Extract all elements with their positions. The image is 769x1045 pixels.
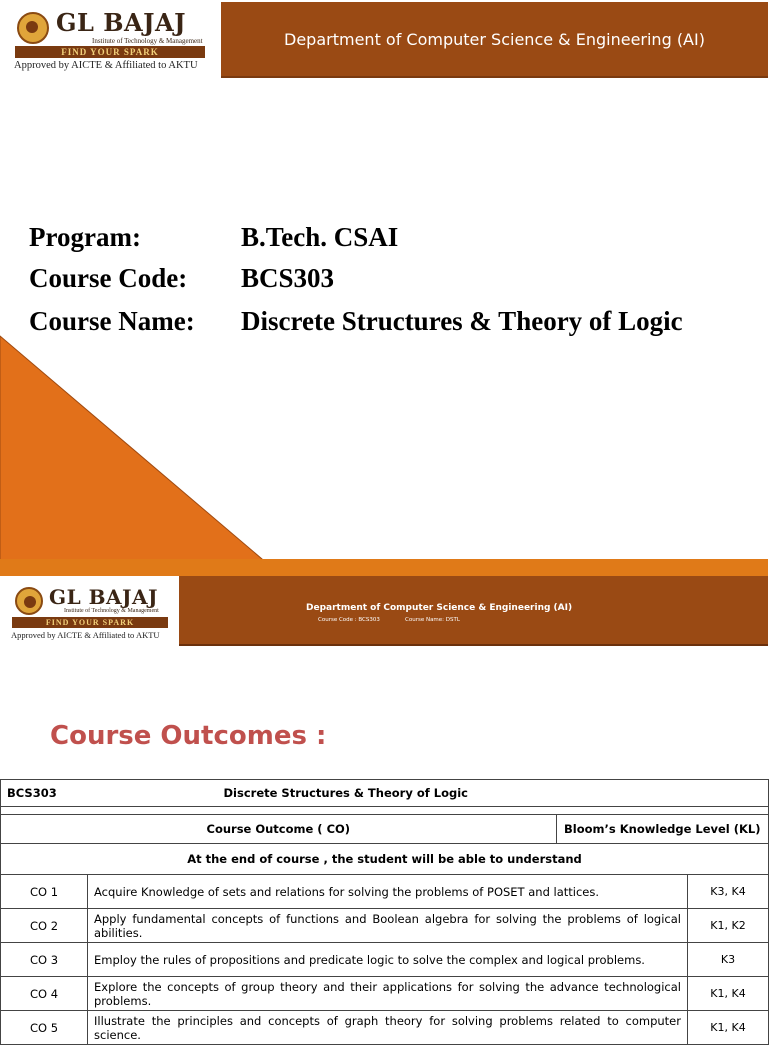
table-title-row	[1, 780, 769, 807]
co-id: CO 4	[1, 977, 88, 1011]
department-title: Department of Computer Science & Engineering (AI)	[284, 29, 705, 49]
course-code-value: BCS303	[241, 263, 335, 293]
program-value: B.Tech. CSAI	[241, 222, 399, 252]
department-title: Department of Computer Science & Engineering (AI)	[306, 603, 573, 613]
logo-tagline: FIND YOUR SPARK	[15, 46, 205, 58]
course-code-caption: Course Code : BCS303	[318, 617, 380, 623]
logo-subtitle: Institute of Technology & Management	[64, 608, 159, 614]
co-description: Employ the rules of propositions and predicate logic to solve the complex and logical problems.	[88, 943, 688, 977]
co-knowledge-level: K1, K4	[688, 977, 769, 1011]
co-knowledge-level: K1, K2	[688, 909, 769, 943]
co-description: Illustrate the principles and concepts of graph theory for solving problems related to computer science.	[88, 1011, 688, 1045]
co-description: Acquire Knowledge of sets and relations for solving the problems of POSET and lattices.	[88, 875, 688, 909]
table-header-row	[1, 815, 769, 844]
co-id: CO 1	[1, 875, 88, 909]
header-course-outcome: Course Outcome ( CO)	[1, 815, 557, 844]
emblem-icon	[17, 12, 49, 44]
table-course-code: BCS303	[1, 780, 88, 807]
table-intro: At the end of course , the student will be able to understand	[1, 844, 769, 875]
department-banner	[221, 2, 768, 78]
logo-name: GL BAJAJ	[49, 585, 158, 609]
course-outcomes-heading: Course Outcomes :	[50, 721, 327, 751]
emblem-icon	[15, 587, 43, 615]
table-row	[1, 977, 769, 1011]
logo-tagline: FIND YOUR SPARK	[12, 617, 168, 628]
course-code-row	[29, 263, 335, 294]
table-row	[1, 909, 769, 943]
table-intro-row	[1, 844, 769, 875]
program-row	[29, 222, 399, 253]
co-id: CO 3	[1, 943, 88, 977]
co-knowledge-level: K1, K4	[688, 1011, 769, 1045]
co-knowledge-level: K3, K4	[688, 875, 769, 909]
course-name-caption: Course Name: DSTL	[405, 617, 460, 623]
table-row	[1, 943, 769, 977]
footer-band	[0, 559, 768, 576]
co-description: Apply fundamental concepts of functions and Boolean algebra for solving the problems of logical abilities.	[88, 909, 688, 943]
table-row	[1, 875, 769, 909]
table-row	[1, 1011, 769, 1045]
logo-approval: Approved by AICTE & Affiliated to AKTU	[11, 630, 160, 640]
course-code-label: Course Code:	[29, 263, 188, 293]
college-logo	[0, 576, 179, 646]
course-name-row	[29, 306, 683, 337]
table-course-title: Discrete Structures & Theory of Logic	[88, 780, 769, 807]
co-id: CO 2	[1, 909, 88, 943]
spacer-row	[1, 807, 769, 815]
course-name-value: Discrete Structures & Theory of Logic	[241, 306, 683, 336]
logo-approval: Approved by AICTE & Affiliated to AKTU	[14, 60, 198, 71]
department-banner	[179, 576, 768, 646]
slide-header	[0, 576, 768, 646]
course-name-label: Course Name:	[29, 306, 195, 336]
course-outcomes-table	[0, 779, 769, 1045]
program-label: Program:	[29, 222, 141, 252]
college-logo	[0, 0, 221, 78]
logo-subtitle: Institute of Technology & Management	[92, 37, 203, 45]
header-knowledge-level: Bloom’s Knowledge Level (KL)	[556, 815, 768, 844]
logo-name: GL BAJAJ	[56, 8, 186, 37]
co-description: Explore the concepts of group theory and their applications for solving the advance technological problems.	[88, 977, 688, 1011]
decorative-triangle	[0, 336, 290, 576]
course-outcomes-slide	[0, 576, 768, 1042]
co-knowledge-level: K3	[688, 943, 769, 977]
slide-header	[0, 0, 768, 78]
co-id: CO 5	[1, 1011, 88, 1045]
